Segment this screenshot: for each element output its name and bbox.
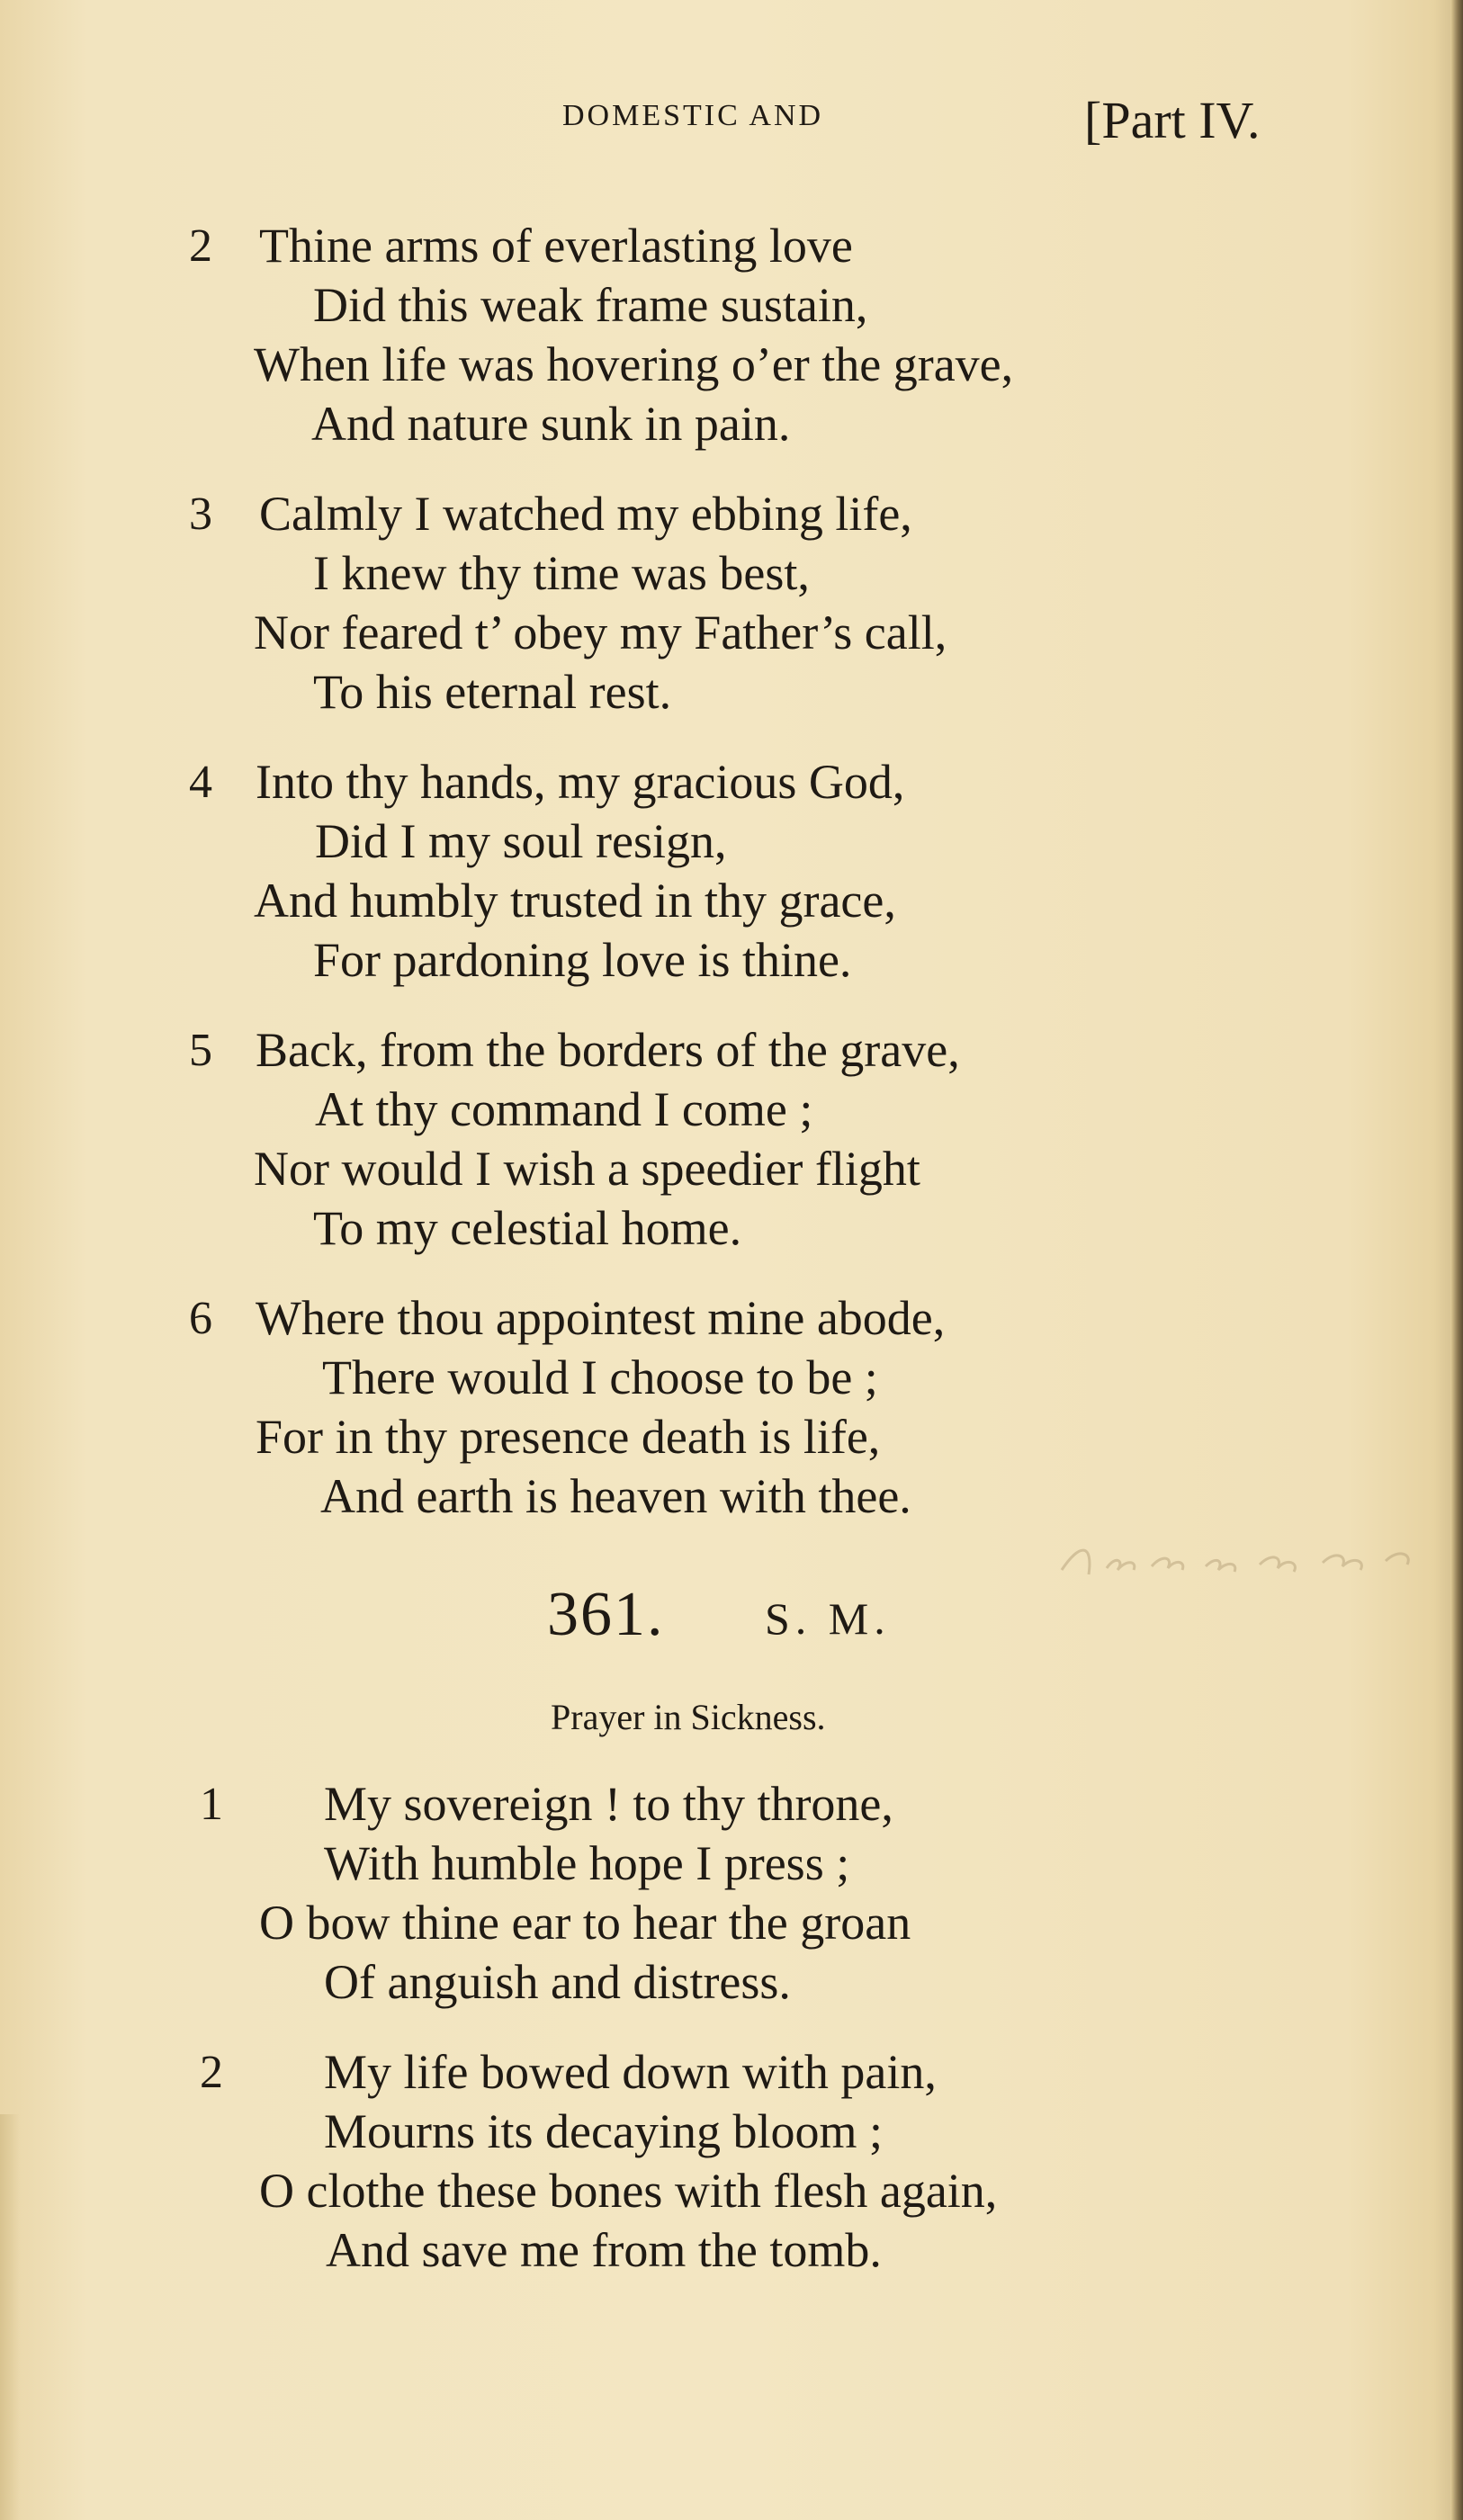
running-title: DOMESTIC AND xyxy=(562,99,824,132)
stanza-number: 4 xyxy=(189,757,212,808)
verse-line: With humble hope I press ; xyxy=(324,1836,850,1890)
page-edge-stain xyxy=(0,2114,20,2520)
handwritten-marginalia xyxy=(1053,1534,1449,1588)
verse-line: Into thy hands, my gracious God, xyxy=(256,755,905,809)
verse-line: To his eternal rest. xyxy=(313,665,672,719)
hymn-title: Prayer in Sickness. xyxy=(551,1697,826,1737)
verse-line: And humbly trusted in thy grace, xyxy=(254,874,896,928)
hymn-number: 361. xyxy=(547,1580,665,1649)
stanza-number: 2 xyxy=(189,220,212,272)
verse-line: My sovereign ! to thy throne, xyxy=(324,1777,893,1831)
verse-line: For in thy presence death is life, xyxy=(256,1410,881,1464)
verse-line: Did I my soul resign, xyxy=(315,814,727,868)
verse-line: Where thou appointest mine abode, xyxy=(256,1291,946,1345)
verse-line: I knew thy time was best, xyxy=(313,546,810,600)
hymn-meter: S. M. xyxy=(765,1593,891,1644)
verse-line: To my celestial home. xyxy=(313,1201,742,1255)
verse-line: Mourns its decaying bloom ; xyxy=(324,2104,883,2158)
page-edge-shadow xyxy=(1450,0,1463,2520)
verse-line: Did this weak frame sustain, xyxy=(313,278,868,332)
verse-line: Back, from the borders of the grave, xyxy=(256,1023,960,1077)
verse-line: And earth is heaven with thee. xyxy=(320,1469,911,1523)
stanza-number: 5 xyxy=(189,1025,212,1076)
verse-line: For pardoning love is thine. xyxy=(313,933,852,987)
verse-line: There would I choose to be ; xyxy=(322,1350,878,1404)
verse-line: And nature sunk in pain. xyxy=(311,397,791,451)
verse-line: Nor would I wish a speedier flight xyxy=(254,1142,920,1196)
stanza-number: 2 xyxy=(200,2047,223,2098)
verse-line: When life was hovering o’er the grave, xyxy=(254,337,1014,391)
stanza-number: 1 xyxy=(200,1779,223,1830)
verse-line: Calmly I watched my ebbing life, xyxy=(259,487,912,541)
verse-line: At thy command I come ; xyxy=(315,1082,813,1136)
verse-line: Of anguish and distress. xyxy=(324,1955,791,2009)
verse-line: And save me from the tomb. xyxy=(326,2223,882,2277)
verse-line: My life bowed down with pain, xyxy=(324,2045,937,2099)
verse-line: Thine arms of everlasting love xyxy=(259,219,853,273)
verse-line: O bow thine ear to hear the groan xyxy=(259,1896,911,1950)
verse-line: Nor feared t’ obey my Father’s call, xyxy=(254,605,947,659)
part-label: [Part IV. xyxy=(1084,91,1261,149)
stanza-number: 6 xyxy=(189,1293,212,1344)
verse-line: O clothe these bones with flesh again, xyxy=(259,2164,998,2218)
stanza-number: 3 xyxy=(189,489,212,540)
